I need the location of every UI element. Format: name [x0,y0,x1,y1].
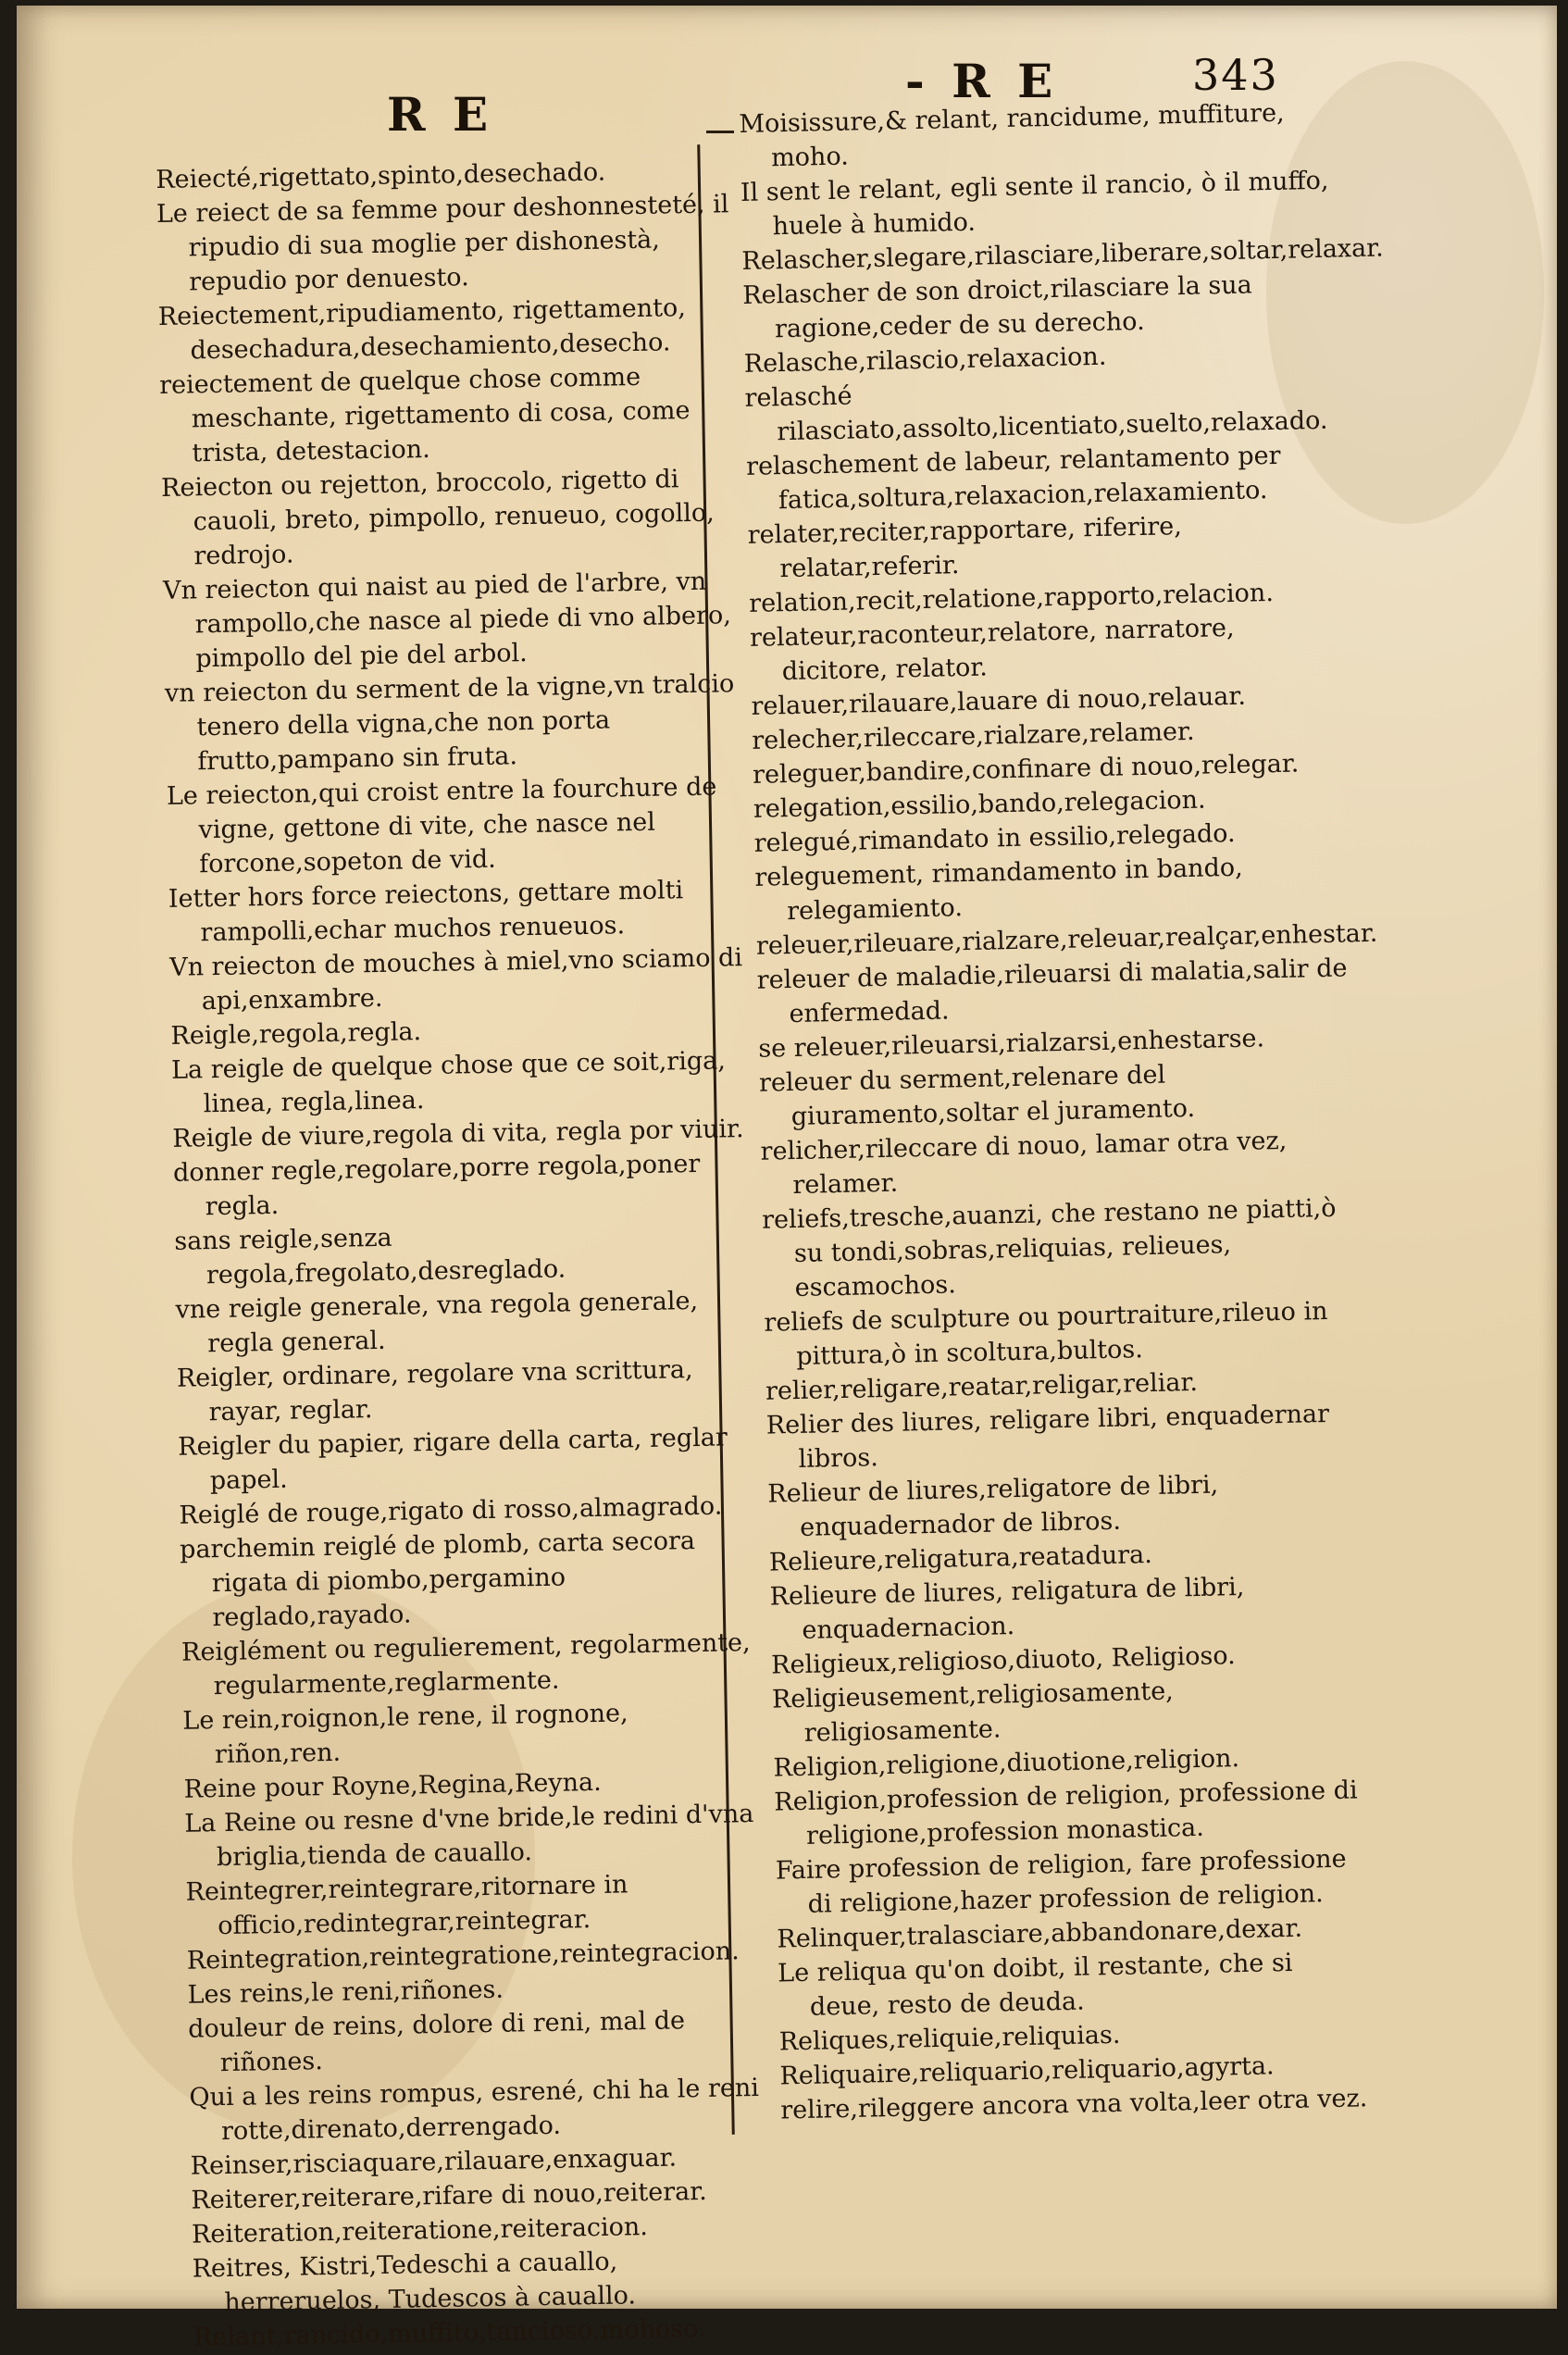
running-head-left: R E [387,87,494,142]
running-head-middle: - R E [905,54,1059,108]
dictionary-entry: vn reiecton du serment de la vigne,vn tralcio tenero della vigna,che non porta frutto,pampano sin fruta. [164,669,735,777]
book-page [17,6,1557,2352]
dictionary-entry: Reliquaire,reliquario,reliquario,agyrta. [779,2051,1275,2091]
dictionary-entry: releguement, rimandamento in bando, relegamiento. [754,853,1243,927]
dictionary-entry: Religieux,religioso,diuoto, Religioso. [770,1641,1236,1680]
dictionary-entry: Vn reiecton qui naist au pied de l'arbre, vn rampollo,che nasce al piede di vno albero, pimpollo del pie del arbol. [162,567,732,674]
dictionary-entry: sans reigle,senza regola,fregolato,desreglado. [174,1223,566,1290]
dictionary-entry: relecher,rileccare,rialzare,relamer. [752,716,1195,755]
dictionary-entry: Relasche,rilascio,relaxacion. [743,342,1107,379]
dictionary-entry: Reine pour Royne,Regina,Reyna. [183,1767,602,1804]
right-column [739,95,1385,2128]
dictionary-entry: relauer,rilauare,lauare di nouo,relauar. [751,681,1247,721]
dictionary-entry: La Reine ou resne d'vne bride,le redini d'vna briglia,tienda de cauallo. [184,1799,754,1873]
dictionary-entry: Faire profession de religion, fare professione di religione,hazer profession de religion. [775,1844,1347,1919]
dictionary-entry: La reigle de quelque chose que ce soit,riga, linea, regla,linea. [170,1046,727,1119]
dictionary-entry: releuer de maladie,rileuarsi di malatia,salir de enfermedad. [756,953,1348,1029]
dictionary-entry: Reigler du papier, rigare della carta, reglar papel. [177,1423,728,1496]
dictionary-entry: Relascher,slegare,rilasciare,liberare,soltar,relaxar. [741,233,1385,276]
dictionary-entry: Reiecté,rigettato,spinto,desechado. [156,157,606,194]
dictionary-entry: reliefs,tresche,auanzi, che restano ne piatti,ò su tondi,sobras,reliquias, relieues, escamochos. [761,1193,1337,1303]
dictionary-entry: Reiteration,reiteratione,reiteracion. [191,2212,649,2249]
dictionary-entry: douleur de reins, dolore di reni, mal de riñones. [187,2006,686,2078]
dictionary-entry: Relinquer,tralasciare,abbandonare,dexar. [777,1913,1303,1954]
dictionary-entry: Religion,profession de religion, professione di religione,profession monastica. [774,1776,1358,1850]
dictionary-entry: Le rein,roignon,le rene, il rognone, riñon,ren. [182,1699,628,1770]
dictionary-entry: Reiectement,ripudiamento, rigettamento, desechadura,desechamiento,desecho. [157,293,687,366]
dictionary-entry: vne reigle generale, vna regola generale, regla general. [175,1286,699,1359]
dictionary-entry: Relier des liures, religare libri, enquadernar libros. [765,1399,1330,1474]
dictionary-entry: Reiglé de rouge,rigato di rosso,almagrado. [179,1491,723,1530]
dictionary-entry: Reintegration,reintegratione,reintegracion. [186,1937,740,1975]
dictionary-entry: Reiglément ou regulierement, regolarmente, regularmente,reglarmente. [180,1628,751,1701]
dictionary-entry: Il sent le relant, egli sente il rancio, ò il muffo, huele à humido. [740,166,1329,242]
dictionary-entry: relier,religare,reatar,religar,reliar. [765,1367,1199,1406]
dictionary-entry: Reigler, ordinare, regolare vna scrittura, rayar, reglar. [176,1355,693,1427]
dictionary-entry: Reiecton ou rejetton, broccolo, rigetto di cauoli, breto, pimpollo, renueuo, cogollo, redrojo. [160,465,715,571]
dictionary-entry: relater,reciter,rapportare, riferire, relatar,referir. [747,512,1183,584]
dictionary-entry: Vn reiecton de mouches à miel,vno sciamo di api,enxambre. [168,943,743,1016]
dictionary-entry: Reitres, Kistri,Tedeschi a cauallo, herreruelos, Tudescos à cauallo. [192,2247,637,2318]
dictionary-entry: Reinser,risciaquare,rilauare,enxaguar. [190,2143,678,2181]
column-divider-top [706,131,734,133]
dictionary-entry: relicher,rileccare di nouo, lamar otra vez, relamer. [760,1126,1288,1201]
dictionary-entry: releuer,rileuare,rialzare,releuar,realçar,enhestar. [755,918,1378,961]
dictionary-entry: Ietter hors force reiectons, gettare molti rampolli,echar muchos renueuos. [168,876,684,948]
dictionary-entry: reiectement de quelque chose comme meschante, rigettamento di cosa, come trista, detestacion. [158,362,691,468]
dictionary-entry: Reigle de viure,regola di vita, regla por viuir. [172,1115,744,1153]
dictionary-entry: releuer du serment,relenare del giuramento,soltar el juramento. [758,1060,1196,1132]
dictionary-entry: relateur,raconteur,relatore, narratore, dicitore, relator. [749,613,1235,687]
dictionary-entry: Le reiect de sa femme pour deshonnesteté, il ripudio di sua moglie per dishonestà, repudio por denuesto. [156,190,729,297]
dictionary-entry: relegué,rimandato in essilio,relegado. [753,818,1236,858]
dictionary-entry: Qui a les reins rompus, esrené, chi ha le reni rotte,direnato,derrengado. [189,2073,760,2147]
dictionary-entry: Moisissure,& relant, rancidume, muffiture, moho. [739,98,1285,173]
dictionary-entry: Reintegrer,reintegrare,ritornare in officio,redintegrar,reintegrar. [185,1870,628,1941]
dictionary-entry: Relant,rancido,muffito,tancioso,mohoso. [193,2313,706,2352]
dictionary-entry: parchemin reiglé de plomb, carta secora rigata di piombo,pergamino reglado,rayado. [179,1526,696,1633]
dictionary-entry: donner regle,regolare,porre regola,poner regla. [172,1149,701,1222]
dictionary-entry: Reigle,regola,regla. [170,1017,422,1051]
dictionary-entry: reliefs de sculpture ou pourtraiture,rileuo in pittura,ò in scoltura,bultos. [764,1296,1328,1371]
dictionary-entry: Relieure de liures, religatura de libri, enquadernacion. [769,1572,1245,1645]
dictionary-entry: Reliques,reliquie,reliquias. [778,2020,1121,2057]
dictionary-entry: Relascher de son droict,rilasciare la sua ragione,ceder de su derecho. [741,270,1253,344]
dictionary-entry: relire,rileggere ancora vna volta,leer otra vez. [780,2084,1368,2125]
dictionary-entry: se releuer,rileuarsi,rialzarsi,enhestarse. [757,1024,1265,1064]
left-column [156,153,767,2354]
dictionary-entry: Relieur de liures,religatore de libri, enquadernador de libros. [767,1470,1219,1542]
dictionary-entry: relation,recit,relatione,rapporto,relacion. [748,579,1275,618]
page-number: 343 [1192,50,1279,100]
dictionary-entry: relaschement de labeur, relantamento per fatica,soltura,relaxacion,relaxamiento. [745,441,1281,516]
dictionary-entry: Le reiecton,qui croist entre la fourchure de vigne, gettone di vite, che nasce nel forcone,sopeton de vid. [166,772,717,879]
dictionary-entry: Religieusement,religiosamente, religiosamente. [771,1676,1175,1748]
dictionary-entry: releguer,bandire,confinare di nouo,relegar. [752,749,1300,790]
dictionary-entry: relasché rilasciato,assolto,licentiato,suelto,relaxado. [744,381,1328,447]
dictionary-entry: Relieure,religatura,reatadura. [768,1539,1153,1577]
dictionary-entry: Les reins,le reni,riñones. [187,1975,504,2010]
dictionary-entry: relegation,essilio,bando,relegacion. [753,785,1206,824]
dictionary-entry: Religion,religione,diuotione,religion. [773,1744,1240,1783]
dictionary-entry: Le reliqua qu'on doibt, il restante, che si deue, resto de deuda. [777,1948,1293,2022]
dictionary-entry: Reiterer,reiterare,rifare di nouo,reiterar. [191,2176,707,2215]
